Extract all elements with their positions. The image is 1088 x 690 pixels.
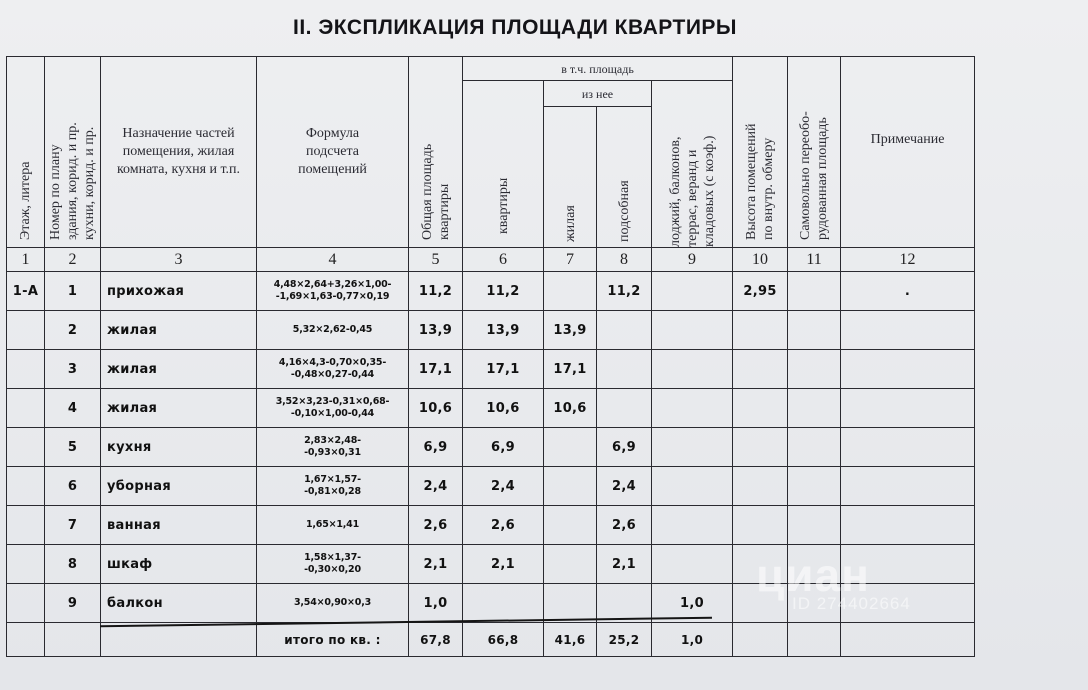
cell-apt: 66,8: [463, 623, 544, 657]
cell-formula: [257, 584, 409, 623]
cell-loggia: [652, 389, 733, 428]
col-number: 11: [788, 248, 841, 272]
formula-line: 3,52×3,23-0,31×0,68-: [275, 396, 390, 407]
col-number: 10: [733, 248, 788, 272]
cell-self: [788, 584, 841, 623]
cell-empty: [101, 623, 257, 657]
cell-total-label: итого по кв. :: [257, 623, 409, 657]
table-row: [7, 506, 975, 545]
cell-formula: [257, 272, 409, 311]
cell-total: 10,6: [409, 389, 463, 428]
explication-table: [6, 56, 975, 657]
cell-total: 13,9: [409, 311, 463, 350]
col-auxiliary-header: подсобная: [597, 107, 652, 248]
col-loggias-header: лоджий, балконов, террас, веранд и кладовых (с коэф.): [652, 81, 733, 248]
col-number: 9: [652, 248, 733, 272]
cell-aux: 11,2: [597, 272, 652, 311]
cell-living: 17,1: [544, 350, 597, 389]
cell-living: 41,6: [544, 623, 597, 657]
cell-note: [841, 623, 975, 657]
cell-name: шкаф: [101, 545, 257, 584]
formula-line: -0,93×0,31: [304, 447, 361, 458]
cell-total: 2,4: [409, 467, 463, 506]
cell-aux: 6,9: [597, 428, 652, 467]
cell-loggia: [652, 350, 733, 389]
col-number: 12: [841, 248, 975, 272]
cell-total: 2,1: [409, 545, 463, 584]
formula-line: 4,48×2,64+3,26×1,00-: [273, 279, 392, 290]
col-number: 1: [7, 248, 45, 272]
col-self-planned-header: Самовольно переобо- рудованная площадь: [788, 57, 841, 248]
cell-no: 2: [45, 311, 101, 350]
cell-living: 10,6: [544, 389, 597, 428]
table-row: [7, 467, 975, 506]
cell-floor: [7, 428, 45, 467]
formula-line: 1,58×1,37-: [304, 552, 361, 563]
cell-height: [733, 467, 788, 506]
cell-name: жилая: [101, 311, 257, 350]
col-floor-header: Этаж, литера: [7, 57, 45, 248]
cell-note: [841, 506, 975, 545]
total-row: [7, 623, 975, 657]
cell-loggia: [652, 545, 733, 584]
cell-note: [841, 350, 975, 389]
cell-note: [841, 545, 975, 584]
cell-self: [788, 428, 841, 467]
col-number: 6: [463, 248, 544, 272]
cell-no: 9: [45, 584, 101, 623]
cell-living: [544, 272, 597, 311]
col-number: 4: [257, 248, 409, 272]
cell-living: [544, 584, 597, 623]
cell-name: прихожая: [101, 272, 257, 311]
cell-height: [733, 506, 788, 545]
cell-aux: 25,2: [597, 623, 652, 657]
table-row: [7, 584, 975, 623]
cell-floor: [7, 584, 45, 623]
cell-height: [733, 623, 788, 657]
cell-no: [45, 623, 101, 657]
cell-total: 11,2: [409, 272, 463, 311]
cell-note: [841, 584, 975, 623]
formula-line: 3,54×0,90×0,3: [293, 597, 372, 608]
cell-formula: [257, 467, 409, 506]
column-number-row: [7, 248, 975, 272]
formula-line: 4,16×4,3-0,70×0,35-: [278, 357, 387, 368]
col-number: 8: [597, 248, 652, 272]
cell-total: 2,6: [409, 506, 463, 545]
cell-note: [841, 467, 975, 506]
document-title: II. ЭКСПЛИКАЦИЯ ПЛОЩАДИ КВАРТИРЫ: [293, 16, 737, 39]
cell-floor: [7, 311, 45, 350]
cell-living: 13,9: [544, 311, 597, 350]
cell-loggia: [652, 272, 733, 311]
cell-floor: 1-А: [7, 272, 45, 311]
cell-aux: [597, 311, 652, 350]
cell-floor: [7, 506, 45, 545]
col-apartment-header: квартиры: [463, 81, 544, 248]
cell-self: [788, 350, 841, 389]
cell-aux: 2,1: [597, 545, 652, 584]
watermark-logo: циан: [756, 549, 870, 601]
cell-total: 6,9: [409, 428, 463, 467]
cell-self: [788, 467, 841, 506]
cell-no: 4: [45, 389, 101, 428]
cell-floor: [7, 467, 45, 506]
col-total-area-header: Общая площадь квартиры: [409, 57, 463, 248]
cell-apt: 11,2: [463, 272, 544, 311]
cell-height: [733, 350, 788, 389]
cell-apt: 10,6: [463, 389, 544, 428]
cell-no: 7: [45, 506, 101, 545]
cell-loggia: [652, 467, 733, 506]
cell-height: 2,95: [733, 272, 788, 311]
cell-self: [788, 506, 841, 545]
cell-aux: [597, 389, 652, 428]
cell-self: [788, 623, 841, 657]
cell-name: жилая: [101, 350, 257, 389]
cell-height: [733, 584, 788, 623]
formula-line: -0,48×0,27-0,44: [290, 369, 375, 380]
cell-no: 8: [45, 545, 101, 584]
col-incl-area-header: в т.ч. площадь: [463, 57, 733, 81]
formula-line: -0,81×0,28: [304, 486, 361, 497]
table-row: [7, 350, 975, 389]
cell-aux: 2,6: [597, 506, 652, 545]
cell-loggia: 1,0: [652, 584, 733, 623]
cell-loggia: [652, 428, 733, 467]
cell-total: 17,1: [409, 350, 463, 389]
col-room-no-header: Номер по плану здания, корид. и пр. кухни, корид. и пр.: [45, 57, 101, 248]
cell-name: уборная: [101, 467, 257, 506]
cell-apt: [463, 584, 544, 623]
cell-formula: [257, 428, 409, 467]
table-row: [7, 389, 975, 428]
cell-name: балкон: [101, 584, 257, 623]
cell-note: .: [841, 272, 975, 311]
col-number: 7: [544, 248, 597, 272]
cell-name: кухня: [101, 428, 257, 467]
cell-note: [841, 389, 975, 428]
cell-self: [788, 311, 841, 350]
formula-line: 1,65×1,41: [305, 519, 360, 530]
cell-apt: 6,9: [463, 428, 544, 467]
cell-apt: 13,9: [463, 311, 544, 350]
cell-name: ванная: [101, 506, 257, 545]
cell-loggia: [652, 311, 733, 350]
cell-loggia: 1,0: [652, 623, 733, 657]
col-living-header: жилая: [544, 107, 597, 248]
cell-floor: [7, 389, 45, 428]
table-row: [7, 428, 975, 467]
cell-formula: [257, 350, 409, 389]
formula-line: 2,83×2,48-: [304, 435, 361, 446]
cell-living: [544, 428, 597, 467]
cell-height: [733, 545, 788, 584]
table-row: [7, 311, 975, 350]
cell-apt: 2,6: [463, 506, 544, 545]
cell-formula: [257, 506, 409, 545]
cell-name: жилая: [101, 389, 257, 428]
col-formula-header: Формула подсчета помещений: [257, 57, 409, 248]
col-number: 2: [45, 248, 101, 272]
cell-floor: [7, 545, 45, 584]
col-of-which-header: из нее: [544, 81, 652, 107]
col-note-header: Примечание: [841, 57, 975, 248]
formula-line: -1,69×1,63-0,77×0,19: [275, 291, 390, 302]
col-number: 5: [409, 248, 463, 272]
cell-no: 3: [45, 350, 101, 389]
cell-no: 5: [45, 428, 101, 467]
cell-total: 67,8: [409, 623, 463, 657]
cell-apt: 2,1: [463, 545, 544, 584]
cell-self: [788, 272, 841, 311]
cell-aux: [597, 350, 652, 389]
cell-aux: 2,4: [597, 467, 652, 506]
cell-height: [733, 428, 788, 467]
cell-total: 1,0: [409, 584, 463, 623]
cell-apt: 17,1: [463, 350, 544, 389]
watermark-id: ID 274402664: [792, 594, 911, 613]
col-number: 3: [101, 248, 257, 272]
table-row: [7, 545, 975, 584]
formula-line: 1,67×1,57-: [304, 474, 361, 485]
cell-no: 1: [45, 272, 101, 311]
cell-living: [544, 467, 597, 506]
col-height-header: Высота помещений по внутр. обмеру: [733, 57, 788, 248]
cell-self: [788, 545, 841, 584]
formula-line: 5,32×2,62-0,45: [292, 324, 373, 335]
cell-note: [841, 311, 975, 350]
cell-apt: 2,4: [463, 467, 544, 506]
table-row: [7, 272, 975, 311]
header-row-1: [7, 57, 975, 81]
cell-floor: [7, 623, 45, 657]
cell-living: [544, 506, 597, 545]
cell-no: 6: [45, 467, 101, 506]
cell-formula: [257, 311, 409, 350]
cell-height: [733, 389, 788, 428]
cell-formula: [257, 389, 409, 428]
cell-self: [788, 389, 841, 428]
formula-line: -0,10×1,00-0,44: [290, 408, 375, 419]
cell-living: [544, 545, 597, 584]
cell-loggia: [652, 506, 733, 545]
cell-formula: [257, 545, 409, 584]
col-purpose-header: Назначение частей помещения, жилая комната, кухня и т.п.: [101, 57, 257, 248]
cell-height: [733, 311, 788, 350]
formula-line: -0,30×0,20: [304, 564, 361, 575]
cell-aux: [597, 584, 652, 623]
cell-note: [841, 428, 975, 467]
cell-floor: [7, 350, 45, 389]
